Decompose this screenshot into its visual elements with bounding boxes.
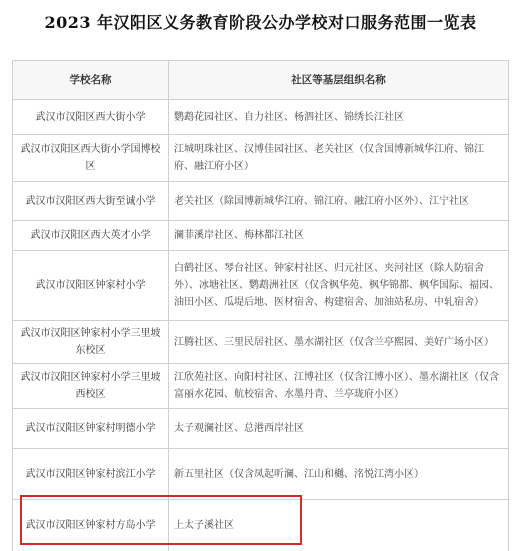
area-cell: 澜菲溪岸社区、梅林都江社区	[169, 221, 509, 251]
school-cell: 武汉市汉阳区西大街至诚小学	[13, 182, 169, 221]
area-cell: 江腾社区、三里民居社区、墨水湖社区（仅含兰亭熙园、美好广场小区）	[169, 321, 509, 364]
table-row	[13, 321, 509, 364]
area-cell: 老关社区（除国博新城华江府、锦江府、融江府小区外）、江宁社区	[169, 182, 509, 221]
table-row	[13, 182, 509, 221]
area-cell: 太子观澜社区、总港西岸社区	[169, 409, 509, 449]
school-cell: 武汉市汉阳区西大街小学国博校区	[13, 135, 169, 182]
table-row	[13, 100, 509, 135]
table-row	[13, 449, 509, 500]
school-cell: 武汉市汉阳区钟家村小学	[13, 251, 169, 321]
page-title: 2023 年汉阳区义务教育阶段公办学校对口服务范围一览表	[44, 13, 477, 32]
school-cell: 武汉市汉阳区钟家村小学三里坡西校区	[13, 364, 169, 409]
area-cell: 新五里社区（仅含凤起听澜、江山和樾、洺悦江湾小区）	[169, 449, 509, 500]
header-community-name: 社区等基层组织名称	[169, 61, 509, 100]
school-cell: 武汉市汉阳区西大英才小学	[13, 221, 169, 251]
area-cell: 江欣苑社区、向阳村社区、江博社区（仅含江博小区）、墨水湖社区（仅含富丽水花园、航校宿舍、水墨丹青、兰亭珑府小区）	[169, 364, 509, 409]
table-row	[13, 221, 509, 251]
area-cell: 鹦鹉花园社区、自力社区、杨泗社区、锦绣长江社区	[169, 100, 509, 135]
school-cell: 武汉市汉阳区钟家村小学三里坡东校区	[13, 321, 169, 364]
header-school-name: 学校名称	[13, 61, 169, 100]
school-cell: 武汉市汉阳区钟家村滨江小学	[13, 449, 169, 500]
school-cell: 武汉市汉阳区西大街小学	[13, 100, 169, 135]
table-row	[13, 135, 509, 182]
school-cell: 武汉市汉阳区钟家村方岛小学	[13, 500, 169, 551]
highlight-box	[20, 495, 302, 545]
table-row	[13, 364, 509, 409]
area-cell: 江城明珠社区、汉博佳园社区、老关社区（仅含国博新城华江府、锦江府、融江府小区）	[169, 135, 509, 182]
table-row	[13, 409, 509, 449]
area-cell: 白鹤社区、琴台社区、钟家村社区、归元社区、夹河社区（除人防宿舍外）、冰塘社区、鹦鹉洲社区（仅含枫华苑、枫华锦都、枫华国际、福园、油田小区、瓜堤后地、医材宿舍、构建宿舍、加油站私房、中轧宿舍）	[169, 251, 509, 321]
school-cell: 武汉市汉阳区钟家村明德小学	[13, 409, 169, 449]
table-header-row	[13, 61, 509, 100]
service-area-table	[12, 60, 509, 551]
table-row	[13, 251, 509, 321]
area-cell: 上太子溪社区	[169, 500, 509, 551]
